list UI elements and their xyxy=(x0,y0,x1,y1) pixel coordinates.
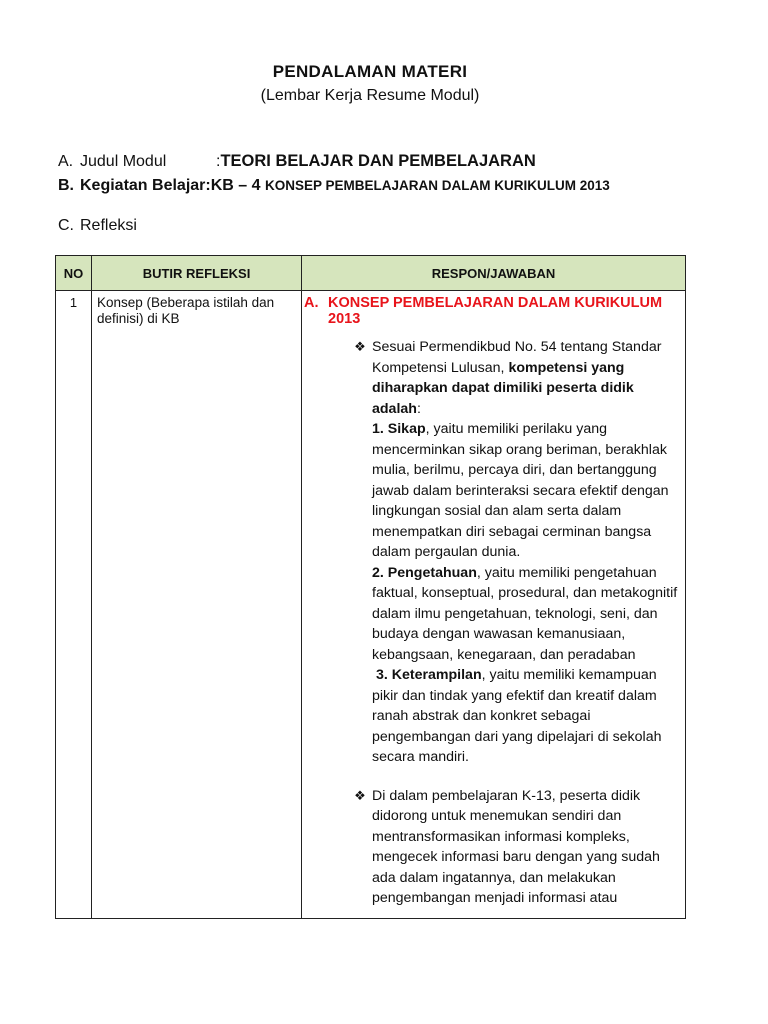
header-butir-refleksi: BUTIR REFLEKSI xyxy=(92,256,302,291)
keterampilan-text: , yaitu memiliki kemampuan pikir dan tindak yang efektif dan kreatif dalam ranah abstrak dan konkret sebagai pengembangan dari yang dipelajari di sekolah secara mandiri. xyxy=(372,667,662,765)
table-row xyxy=(56,291,686,919)
meta-label: Kegiatan Belajar xyxy=(80,177,206,194)
header-no: NO xyxy=(56,256,92,291)
reflection-table xyxy=(55,255,686,919)
meta-separator: : xyxy=(216,153,221,170)
header-respon-jawaban: RESPON/JAWABAN xyxy=(302,256,686,291)
sikap-label: 1. Sikap xyxy=(372,421,426,437)
intro-bold-text: kompetensi yang diharapkan dapat dimiliki peserta didik adalah xyxy=(372,359,634,417)
meta-letter: A. xyxy=(58,153,74,170)
pengetahuan-label: 2. Pengetahuan xyxy=(372,564,477,581)
meta-letter: C. xyxy=(58,217,74,234)
meta-separator: : xyxy=(205,177,211,194)
bullet-item xyxy=(304,786,681,909)
butir-cell: Konsep (Beberapa istilah dan definisi) di KB xyxy=(92,291,302,919)
table-header-row xyxy=(56,256,686,291)
diamond-bullet-icon: ❖ xyxy=(354,339,366,354)
section-title: KONSEP PEMBELAJARAN DALAM KURIKULUM 2013 xyxy=(328,295,663,327)
meta-refleksi xyxy=(58,217,137,235)
intro-end: : xyxy=(416,400,421,417)
bullet-text xyxy=(372,786,681,909)
sikap-text: , yaitu memiliki perilaku yang mencerminkan sikap orang beriman, berakhlak mulia, berilmu, percaya diri, dan bertanggung jawab dalam berinteraksi secara efektif dengan lingkungan sosial dan alam serta dalam menempatkan diri sebagai cerminan bangsa dalam pergaulan dunia. xyxy=(372,421,669,560)
meta-kegiatan-belajar xyxy=(58,177,610,195)
section-letter: A. xyxy=(304,295,319,311)
meta-letter: B. xyxy=(58,177,74,194)
pengetahuan-text: , yaitu memiliki pengetahuan faktual, konseptual, prosedural, dan metakognitif dalam ilmu pengetahuan, teknologi, seni, dan budaya dengan wawasan kemanusiaan, kebangsaan, kenegaraan, dan peradaban xyxy=(372,564,678,663)
document-title: PENDALAMAN MATERI xyxy=(272,62,468,81)
intro-text: Sesuai Permendikbud No. 54 tentang Standar Kompetensi Lulusan, xyxy=(372,339,662,376)
bullet-item xyxy=(304,337,681,768)
diamond-bullet-icon: ❖ xyxy=(354,787,366,803)
document-subtitle: (Lembar Kerja Resume Modul) xyxy=(260,87,480,104)
meta-value: TEORI BELAJAR DAN PEMBELAJARAN xyxy=(220,152,536,170)
keterampilan-label: 3. Keterampilan xyxy=(375,667,482,683)
meta-label: Refleksi xyxy=(80,217,137,234)
meta-value-kb: KB – 4 xyxy=(210,177,265,194)
row-number: 1 xyxy=(56,291,92,919)
meta-label: Judul Modul xyxy=(80,153,167,170)
meta-judul-modul xyxy=(58,152,536,171)
meta-value-topic: KONSEP PEMBELAJARAN DALAM KURIKULUM 2013 xyxy=(264,178,610,193)
k13-text: Di dalam pembelajaran K-13, peserta didik didorong untuk menemukan sendiri dan mentransformasikan informasi kompleks, mengecek informasi baru dengan yang sudah ada dalam ingatannya, dan melakukan pengembangan menjadi informasi atau xyxy=(372,787,660,906)
response-cell xyxy=(302,291,686,919)
section-heading xyxy=(304,295,681,327)
bullet-text xyxy=(372,337,681,768)
